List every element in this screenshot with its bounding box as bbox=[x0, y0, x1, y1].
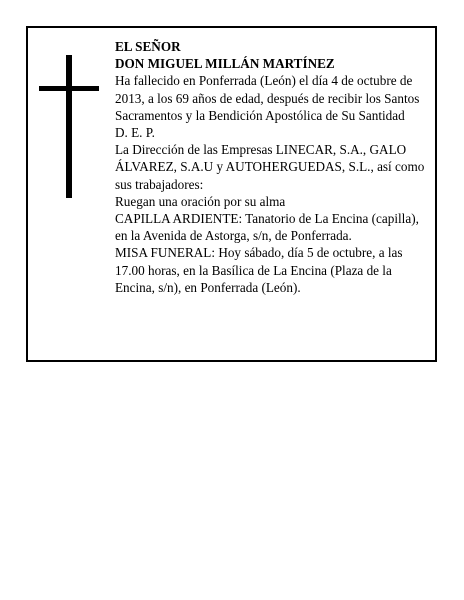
companies-message: La Dirección de las Empresas LINECAR, S.A., GALO ÁLVAREZ, S.A.U y AUTOHERGUEDAS, S.L., así como sus trabajadores: bbox=[115, 142, 425, 192]
notice-text bbox=[115, 38, 433, 296]
latin-cross-icon bbox=[39, 55, 99, 198]
obituary-notice bbox=[26, 26, 437, 362]
chapel-info: CAPILLA ARDIENTE: Tanatorio de La Encina (capilla), en la Avenida de Astorga, s/n, de Ponferrada. bbox=[115, 211, 419, 244]
prayer-request: Ruegan una oración por su alma bbox=[115, 193, 286, 209]
funeral-mass-info: MISA FUNERAL: Hoy sábado, día 5 de octubre, a las 17.00 horas, en la Basílica de La Encina (Plaza de la Encina, s/n), en Ponferrada (León). bbox=[115, 245, 403, 295]
death-announcement: Ha fallecido en Ponferrada (León) el día 4 de octubre de 2013, a los 69 años de edad, después de recibir los Santos Sacramentos y la Bendición Apostólica de Su Santidad bbox=[115, 73, 420, 123]
dep-line: D. E. P. bbox=[115, 125, 155, 141]
cross-horizontal-bar bbox=[39, 86, 99, 91]
cross-vertical-bar bbox=[66, 55, 72, 198]
deceased-name: DON MIGUEL MILLÁN MARTÍNEZ bbox=[115, 56, 335, 72]
notice-title: EL SEÑOR bbox=[115, 39, 181, 54]
